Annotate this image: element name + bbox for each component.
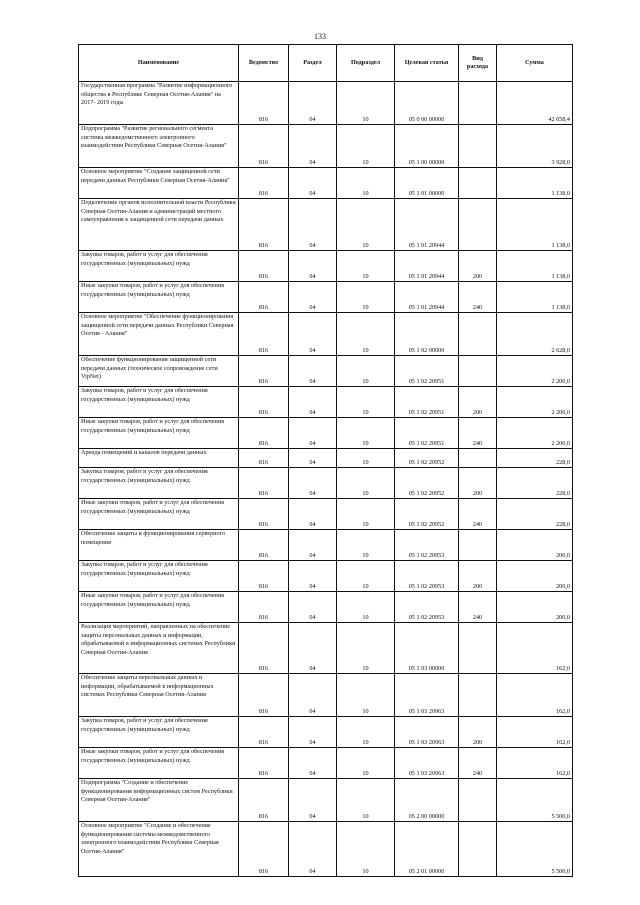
cell-name: Закупка товаров, работ и услуг для обеспечения государственных (муниципальных) нужд	[79, 561, 239, 592]
cell-sum: 162,0	[497, 623, 573, 674]
cell-type	[459, 822, 497, 877]
cell-name: Государственная программа "Развитие информационного общества в Республике Северная Осетия-Алания" на 2017- 2019 годы	[79, 82, 239, 125]
cell-sum: 2 200,0	[497, 418, 573, 449]
header-dept: Ведомство	[239, 45, 289, 82]
cell-name: Подпрограмма "Создание и обеспечение функционирования информационных систем Республики Северная Осетия-Алания"	[79, 779, 239, 822]
cell-dept: 816	[239, 779, 289, 822]
cell-type	[459, 674, 497, 717]
cell-target: 05 1 03 20963	[395, 717, 459, 748]
cell-subsection: 10	[337, 748, 395, 779]
cell-sum: 42 658,4	[497, 82, 573, 125]
cell-section: 04	[289, 199, 337, 251]
cell-section: 04	[289, 717, 337, 748]
cell-name: Обеспечение защиты и функционирования серверного помещения	[79, 530, 239, 561]
cell-name: Обеспечение функционирования защищенной сети передачи данных (техническое сопровождение сети VipNet)	[79, 356, 239, 387]
header-section: Раздел	[289, 45, 337, 82]
cell-name: Аренда помещений и каналов передачи данных	[79, 449, 239, 468]
cell-sum: 228,0	[497, 499, 573, 530]
cell-subsection: 10	[337, 449, 395, 468]
cell-target: 05 1 03 20963	[395, 674, 459, 717]
cell-section: 04	[289, 282, 337, 313]
table-row	[79, 282, 573, 313]
cell-sum: 3 928,0	[497, 125, 573, 168]
cell-type: 240	[459, 748, 497, 779]
table-row	[79, 779, 573, 822]
table-row	[79, 822, 573, 877]
table-row	[79, 125, 573, 168]
cell-name: Иные закупки товаров, работ и услуг для обеспечения государственных (муниципальных) нужд	[79, 499, 239, 530]
cell-subsection: 10	[337, 717, 395, 748]
cell-type	[459, 449, 497, 468]
cell-type	[459, 125, 497, 168]
cell-subsection: 10	[337, 623, 395, 674]
cell-type: 200	[459, 251, 497, 282]
cell-section: 04	[289, 779, 337, 822]
table-row	[79, 449, 573, 468]
cell-type	[459, 779, 497, 822]
cell-section: 04	[289, 822, 337, 877]
cell-dept: 816	[239, 592, 289, 623]
table-row	[79, 199, 573, 251]
table-row	[79, 387, 573, 418]
cell-section: 04	[289, 592, 337, 623]
cell-subsection: 10	[337, 779, 395, 822]
cell-target: 05 1 02 20952	[395, 499, 459, 530]
table-row	[79, 717, 573, 748]
cell-sum: 1 138,0	[497, 282, 573, 313]
cell-type	[459, 623, 497, 674]
cell-sum: 1 138,0	[497, 251, 573, 282]
cell-type	[459, 313, 497, 356]
cell-section: 04	[289, 468, 337, 499]
cell-subsection: 10	[337, 282, 395, 313]
header-name: Наименование	[79, 45, 239, 82]
cell-section: 04	[289, 387, 337, 418]
cell-target: 05 1 02 20953	[395, 592, 459, 623]
cell-dept: 816	[239, 748, 289, 779]
cell-subsection: 10	[337, 313, 395, 356]
cell-dept: 816	[239, 313, 289, 356]
cell-target: 05 1 02 20951	[395, 387, 459, 418]
cell-section: 04	[289, 623, 337, 674]
cell-subsection: 10	[337, 499, 395, 530]
cell-section: 04	[289, 748, 337, 779]
cell-section: 04	[289, 313, 337, 356]
cell-type: 240	[459, 592, 497, 623]
cell-sum: 200,0	[497, 530, 573, 561]
cell-section: 04	[289, 674, 337, 717]
header-row	[79, 45, 573, 82]
cell-target: 05 1 02 20952	[395, 449, 459, 468]
cell-target: 05 1 03 00000	[395, 623, 459, 674]
cell-target: 05 0 00 00000	[395, 82, 459, 125]
cell-dept: 816	[239, 282, 289, 313]
cell-target: 05 2 01 00000	[395, 822, 459, 877]
cell-dept: 816	[239, 822, 289, 877]
cell-subsection: 10	[337, 468, 395, 499]
header-type: Вид расхода	[459, 45, 497, 82]
cell-section: 04	[289, 82, 337, 125]
cell-name: Закупка товаров, работ и услуг для обеспечения государственных (муниципальных) нужд	[79, 251, 239, 282]
cell-section: 04	[289, 449, 337, 468]
cell-name: Иные закупки товаров, работ и услуг для обеспечения государственных (муниципальных) нужд	[79, 282, 239, 313]
cell-sum: 162,0	[497, 717, 573, 748]
cell-subsection: 10	[337, 356, 395, 387]
cell-target: 05 1 00 00000	[395, 125, 459, 168]
cell-sum: 228,0	[497, 449, 573, 468]
cell-subsection: 10	[337, 199, 395, 251]
header-subsection: Подраздел	[337, 45, 395, 82]
table-row	[79, 499, 573, 530]
cell-name: Обеспечение защиты персональных данных и информации, обрабатываемой в информационных системах Республики Северная Осетия-Алания	[79, 674, 239, 717]
cell-target: 05 1 02 20953	[395, 530, 459, 561]
cell-type: 240	[459, 499, 497, 530]
cell-subsection: 10	[337, 530, 395, 561]
cell-sum: 1 138,0	[497, 199, 573, 251]
cell-sum: 228,0	[497, 468, 573, 499]
cell-type: 200	[459, 561, 497, 592]
cell-dept: 816	[239, 418, 289, 449]
cell-name: Закупка товаров, работ и услуг для обеспечения государственных (муниципальных) нужд	[79, 387, 239, 418]
cell-name: Основное мероприятие "Создание защищенной сети передачи данных Республики Северная Осетия-Алания"	[79, 168, 239, 199]
cell-name: Основное мероприятие "Создание и обеспечение функционирования системы межведомственного электронного взаимодействия Республики Северная Осетия-Алания"	[79, 822, 239, 877]
cell-sum: 1 138,0	[497, 168, 573, 199]
cell-target: 05 1 02 20951	[395, 356, 459, 387]
cell-dept: 816	[239, 530, 289, 561]
cell-type: 200	[459, 387, 497, 418]
cell-name: Иные закупки товаров, работ и услуг для обеспечения государственных (муниципальных) нужд	[79, 418, 239, 449]
cell-dept: 816	[239, 449, 289, 468]
cell-sum: 2 200,0	[497, 387, 573, 418]
cell-dept: 816	[239, 125, 289, 168]
cell-name: Основное мероприятие "Обеспечение функционирования защищенной сети передачи данных Республики Северная Осетия - Алания"	[79, 313, 239, 356]
cell-dept: 816	[239, 468, 289, 499]
cell-subsection: 10	[337, 387, 395, 418]
cell-name: Иные закупки товаров, работ и услуг для обеспечения государственных (муниципальных) нужд	[79, 748, 239, 779]
table-row	[79, 418, 573, 449]
cell-section: 04	[289, 561, 337, 592]
table-row	[79, 530, 573, 561]
table-row	[79, 674, 573, 717]
cell-section: 04	[289, 499, 337, 530]
header-sum: Сумма	[497, 45, 573, 82]
cell-type	[459, 82, 497, 125]
table-row	[79, 82, 573, 125]
cell-target: 05 1 02 20951	[395, 418, 459, 449]
table-row	[79, 356, 573, 387]
cell-dept: 816	[239, 717, 289, 748]
cell-section: 04	[289, 125, 337, 168]
cell-target: 05 1 01 00000	[395, 168, 459, 199]
cell-name: Закупка товаров, работ и услуг для обеспечения государственных (муниципальных) нужд	[79, 717, 239, 748]
cell-section: 04	[289, 530, 337, 561]
cell-dept: 816	[239, 561, 289, 592]
cell-subsection: 10	[337, 168, 395, 199]
header-target: Целевая статья	[395, 45, 459, 82]
cell-target: 05 1 01 20944	[395, 251, 459, 282]
cell-section: 04	[289, 251, 337, 282]
cell-dept: 816	[239, 623, 289, 674]
cell-subsection: 10	[337, 561, 395, 592]
table-row	[79, 592, 573, 623]
cell-name: Иные закупки товаров, работ и услуг для обеспечения государственных (муниципальных) нужд	[79, 592, 239, 623]
cell-subsection: 10	[337, 418, 395, 449]
table-row	[79, 468, 573, 499]
cell-type: 200	[459, 717, 497, 748]
cell-type	[459, 199, 497, 251]
cell-target: 05 1 01 20944	[395, 282, 459, 313]
cell-dept: 816	[239, 251, 289, 282]
table-row	[79, 251, 573, 282]
cell-target: 05 1 02 00000	[395, 313, 459, 356]
table-row	[79, 748, 573, 779]
budget-table	[78, 44, 573, 877]
cell-target: 05 1 02 20953	[395, 561, 459, 592]
cell-section: 04	[289, 356, 337, 387]
cell-name: Закупка товаров, работ и услуг для обеспечения государственных (муниципальных) нужд	[79, 468, 239, 499]
cell-dept: 816	[239, 674, 289, 717]
cell-type: 200	[459, 468, 497, 499]
cell-subsection: 10	[337, 592, 395, 623]
cell-dept: 816	[239, 356, 289, 387]
cell-dept: 816	[239, 168, 289, 199]
table-row	[79, 313, 573, 356]
cell-dept: 816	[239, 387, 289, 418]
cell-type	[459, 168, 497, 199]
cell-name: Подключение органов исполнительной власти Республики Северная Осетия-Алания и администраций местного самоуправления к защищенной сети передачи данных	[79, 199, 239, 251]
cell-section: 04	[289, 168, 337, 199]
cell-sum: 2 200,0	[497, 356, 573, 387]
cell-type: 240	[459, 282, 497, 313]
cell-target: 05 1 01 20944	[395, 199, 459, 251]
cell-subsection: 10	[337, 674, 395, 717]
cell-subsection: 10	[337, 82, 395, 125]
cell-sum: 5 500,0	[497, 779, 573, 822]
cell-type	[459, 356, 497, 387]
page-number: 133	[314, 32, 326, 41]
cell-subsection: 10	[337, 822, 395, 877]
cell-sum: 200,0	[497, 561, 573, 592]
cell-type	[459, 530, 497, 561]
cell-target: 05 1 03 20963	[395, 748, 459, 779]
cell-sum: 162,0	[497, 674, 573, 717]
cell-sum: 2 628,0	[497, 313, 573, 356]
cell-name: Подпрограмма "Развитие регионального сегмента системы межведомственного электронного взаимодействия Республики Северная Осетия-Алания"	[79, 125, 239, 168]
cell-type: 240	[459, 418, 497, 449]
cell-name: Реализация мероприятий, направленных на обеспечение защиты персональных данных и информации, обрабатываемой в информационных системах Республики Северная Осетия-Алания	[79, 623, 239, 674]
cell-dept: 816	[239, 499, 289, 530]
cell-dept: 816	[239, 82, 289, 125]
cell-target: 05 1 02 20952	[395, 468, 459, 499]
cell-section: 04	[289, 418, 337, 449]
cell-sum: 200,0	[497, 592, 573, 623]
cell-sum: 5 500,0	[497, 822, 573, 877]
table-row	[79, 168, 573, 199]
table-row	[79, 623, 573, 674]
cell-target: 05 2 00 00000	[395, 779, 459, 822]
table-row	[79, 561, 573, 592]
cell-sum: 162,0	[497, 748, 573, 779]
cell-subsection: 10	[337, 251, 395, 282]
cell-dept: 816	[239, 199, 289, 251]
cell-subsection: 10	[337, 125, 395, 168]
